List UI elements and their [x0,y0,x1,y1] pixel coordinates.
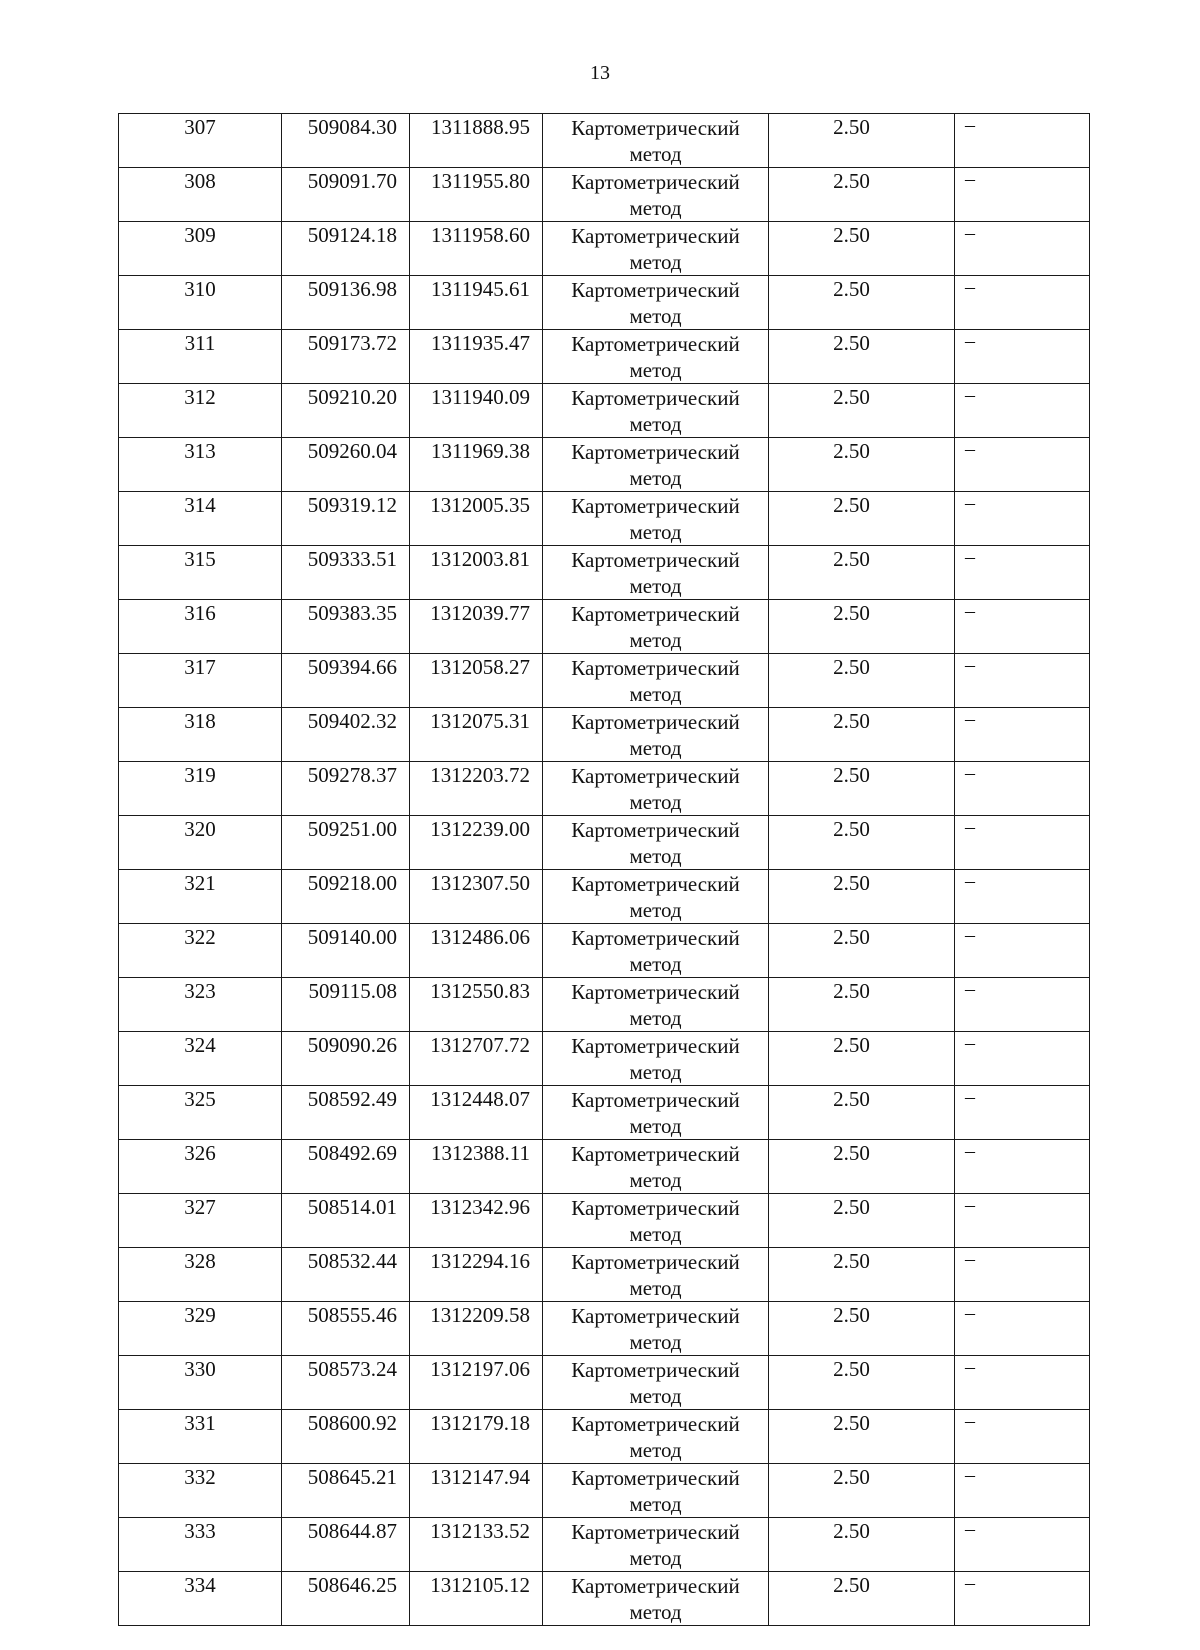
method-label-line2: метод [629,682,682,706]
method-label-line2: метод [629,250,682,274]
x-coordinate-cell: 509394.66 [282,654,410,708]
accuracy-cell: 2.50 [769,114,955,168]
point-number-cell: 327 [119,1194,282,1248]
point-number-cell: 307 [119,114,282,168]
method-label-line2: метод [629,574,682,598]
accuracy-cell: 2.50 [769,384,955,438]
y-coordinate-cell: 1312203.72 [410,762,543,816]
coordinates-table [118,113,1090,1626]
method-cell [543,1140,769,1194]
method-label-line2: метод [629,1330,682,1354]
x-coordinate-cell: 508492.69 [282,1140,410,1194]
y-coordinate-cell: 1312307.50 [410,870,543,924]
y-coordinate-cell: 1312039.77 [410,600,543,654]
method-cell [543,654,769,708]
note-cell: – [955,330,1090,384]
method-label-line1: Картометрический [571,710,740,734]
y-coordinate-cell: 1311969.38 [410,438,543,492]
method-cell [543,492,769,546]
accuracy-cell: 2.50 [769,1518,955,1572]
accuracy-cell: 2.50 [769,546,955,600]
method-label-line2: метод [629,736,682,760]
x-coordinate-cell: 509402.32 [282,708,410,762]
method-cell [543,816,769,870]
method-label-line1: Картометрический [571,764,740,788]
note-cell: – [955,1410,1090,1464]
method-label-line2: метод [629,790,682,814]
x-coordinate-cell: 508600.92 [282,1410,410,1464]
point-number-cell: 326 [119,1140,282,1194]
table-row [119,168,1090,222]
accuracy-cell: 2.50 [769,924,955,978]
method-label-line1: Картометрический [571,224,740,248]
note-cell: – [955,870,1090,924]
note-cell: – [955,708,1090,762]
table-row [119,870,1090,924]
method-label-line2: метод [629,844,682,868]
accuracy-cell: 2.50 [769,1356,955,1410]
note-cell: – [955,1302,1090,1356]
point-number-cell: 313 [119,438,282,492]
method-label-line1: Картометрический [571,332,740,356]
accuracy-cell: 2.50 [769,168,955,222]
note-cell: – [955,438,1090,492]
table-row [119,1086,1090,1140]
note-cell: – [955,1140,1090,1194]
accuracy-cell: 2.50 [769,1086,955,1140]
table-row [119,762,1090,816]
point-number-cell: 329 [119,1302,282,1356]
table-row [119,438,1090,492]
method-label-line1: Картометрический [571,1358,740,1382]
x-coordinate-cell: 508644.87 [282,1518,410,1572]
accuracy-cell: 2.50 [769,600,955,654]
method-label-line1: Картометрический [571,1574,740,1598]
method-label-line2: метод [629,1600,682,1624]
accuracy-cell: 2.50 [769,1302,955,1356]
method-label-line2: метод [629,1222,682,1246]
y-coordinate-cell: 1312209.58 [410,1302,543,1356]
x-coordinate-cell: 508646.25 [282,1572,410,1626]
table-row [119,330,1090,384]
point-number-cell: 323 [119,978,282,1032]
y-coordinate-cell: 1311935.47 [410,330,543,384]
method-label-line1: Картометрический [571,1520,740,1544]
y-coordinate-cell: 1312342.96 [410,1194,543,1248]
accuracy-cell: 2.50 [769,276,955,330]
table-row [119,1356,1090,1410]
accuracy-cell: 2.50 [769,816,955,870]
table-row [119,1194,1090,1248]
y-coordinate-cell: 1312294.16 [410,1248,543,1302]
point-number-cell: 311 [119,330,282,384]
note-cell: – [955,1572,1090,1626]
note-cell: – [955,654,1090,708]
method-cell [543,600,769,654]
method-label-line1: Картометрический [571,1466,740,1490]
table-row [119,1032,1090,1086]
note-cell: – [955,222,1090,276]
y-coordinate-cell: 1312133.52 [410,1518,543,1572]
y-coordinate-cell: 1311940.09 [410,384,543,438]
method-cell [543,1194,769,1248]
x-coordinate-cell: 508555.46 [282,1302,410,1356]
method-cell [543,1032,769,1086]
point-number-cell: 315 [119,546,282,600]
y-coordinate-cell: 1312005.35 [410,492,543,546]
x-coordinate-cell: 509210.20 [282,384,410,438]
method-label-line2: метод [629,1438,682,1462]
note-cell: – [955,114,1090,168]
x-coordinate-cell: 508573.24 [282,1356,410,1410]
x-coordinate-cell: 508645.21 [282,1464,410,1518]
point-number-cell: 317 [119,654,282,708]
note-cell: – [955,1464,1090,1518]
table-row [119,1572,1090,1626]
note-cell: – [955,1086,1090,1140]
method-label-line2: метод [629,952,682,976]
x-coordinate-cell: 509173.72 [282,330,410,384]
method-label-line1: Картометрический [571,1142,740,1166]
x-coordinate-cell: 509124.18 [282,222,410,276]
method-label-line2: метод [629,1276,682,1300]
method-cell [543,1572,769,1626]
method-label-line1: Картометрический [571,1304,740,1328]
method-cell [543,1464,769,1518]
y-coordinate-cell: 1312147.94 [410,1464,543,1518]
method-label-line2: метод [629,1546,682,1570]
y-coordinate-cell: 1312003.81 [410,546,543,600]
accuracy-cell: 2.50 [769,330,955,384]
x-coordinate-cell: 509333.51 [282,546,410,600]
method-label-line1: Картометрический [571,1250,740,1274]
note-cell: – [955,1194,1090,1248]
point-number-cell: 318 [119,708,282,762]
method-label-line2: метод [629,1114,682,1138]
method-label-line2: метод [629,142,682,166]
table-row [119,1140,1090,1194]
page-number: 13 [590,62,610,84]
method-label-line1: Картометрический [571,1034,740,1058]
method-label-line1: Картометрический [571,818,740,842]
point-number-cell: 331 [119,1410,282,1464]
method-cell [543,438,769,492]
method-label-line1: Картометрический [571,1412,740,1436]
point-number-cell: 308 [119,168,282,222]
table-row [119,1248,1090,1302]
x-coordinate-cell: 509383.35 [282,600,410,654]
point-number-cell: 325 [119,1086,282,1140]
x-coordinate-cell: 509251.00 [282,816,410,870]
x-coordinate-cell: 508592.49 [282,1086,410,1140]
point-number-cell: 319 [119,762,282,816]
x-coordinate-cell: 509090.26 [282,1032,410,1086]
x-coordinate-cell: 509218.00 [282,870,410,924]
table-row [119,222,1090,276]
y-coordinate-cell: 1311958.60 [410,222,543,276]
accuracy-cell: 2.50 [769,870,955,924]
method-cell [543,1518,769,1572]
x-coordinate-cell: 508532.44 [282,1248,410,1302]
accuracy-cell: 2.50 [769,1140,955,1194]
note-cell: – [955,762,1090,816]
table-row [119,978,1090,1032]
note-cell: – [955,168,1090,222]
point-number-cell: 322 [119,924,282,978]
method-label-line2: метод [629,196,682,220]
method-cell [543,978,769,1032]
method-label-line2: метод [629,1384,682,1408]
point-number-cell: 333 [119,1518,282,1572]
method-cell [543,1086,769,1140]
table-row [119,384,1090,438]
y-coordinate-cell: 1311955.80 [410,168,543,222]
method-cell [543,168,769,222]
method-label-line1: Картометрический [571,1196,740,1220]
point-number-cell: 312 [119,384,282,438]
table-row [119,1518,1090,1572]
accuracy-cell: 2.50 [769,708,955,762]
method-label-line2: метод [629,628,682,652]
note-cell: – [955,1518,1090,1572]
y-coordinate-cell: 1311945.61 [410,276,543,330]
point-number-cell: 310 [119,276,282,330]
method-cell [543,384,769,438]
method-label-line2: метод [629,1168,682,1192]
accuracy-cell: 2.50 [769,1194,955,1248]
table-row [119,546,1090,600]
accuracy-cell: 2.50 [769,492,955,546]
method-cell [543,222,769,276]
accuracy-cell: 2.50 [769,1248,955,1302]
table-row [119,276,1090,330]
y-coordinate-cell: 1312550.83 [410,978,543,1032]
method-label-line1: Картометрический [571,656,740,680]
y-coordinate-cell: 1312105.12 [410,1572,543,1626]
accuracy-cell: 2.50 [769,1032,955,1086]
method-label-line1: Картометрический [571,170,740,194]
x-coordinate-cell: 509319.12 [282,492,410,546]
table-row [119,654,1090,708]
method-cell [543,1248,769,1302]
accuracy-cell: 2.50 [769,1464,955,1518]
y-coordinate-cell: 1312239.00 [410,816,543,870]
point-number-cell: 324 [119,1032,282,1086]
point-number-cell: 321 [119,870,282,924]
point-number-cell: 320 [119,816,282,870]
x-coordinate-cell: 509091.70 [282,168,410,222]
method-cell [543,330,769,384]
note-cell: – [955,546,1090,600]
table-row [119,708,1090,762]
y-coordinate-cell: 1312179.18 [410,1410,543,1464]
note-cell: – [955,492,1090,546]
x-coordinate-cell: 509115.08 [282,978,410,1032]
method-label-line2: метод [629,304,682,328]
method-cell [543,762,769,816]
method-cell [543,1410,769,1464]
method-label-line1: Картометрический [571,872,740,896]
method-cell [543,870,769,924]
table-body [119,114,1090,1626]
x-coordinate-cell: 509260.04 [282,438,410,492]
method-label-line2: метод [629,1060,682,1084]
method-cell [543,1302,769,1356]
table-row [119,924,1090,978]
method-label-line2: метод [629,1492,682,1516]
accuracy-cell: 2.50 [769,438,955,492]
accuracy-cell: 2.50 [769,1572,955,1626]
note-cell: – [955,384,1090,438]
method-label-line1: Картометрический [571,980,740,1004]
note-cell: – [955,1356,1090,1410]
accuracy-cell: 2.50 [769,762,955,816]
y-coordinate-cell: 1312448.07 [410,1086,543,1140]
point-number-cell: 334 [119,1572,282,1626]
table-row [119,600,1090,654]
table-row [119,492,1090,546]
method-label-line2: метод [629,358,682,382]
y-coordinate-cell: 1311888.95 [410,114,543,168]
y-coordinate-cell: 1312197.06 [410,1356,543,1410]
table-row [119,1302,1090,1356]
method-label-line1: Картометрический [571,1088,740,1112]
note-cell: – [955,1032,1090,1086]
point-number-cell: 309 [119,222,282,276]
method-cell [543,546,769,600]
point-number-cell: 316 [119,600,282,654]
x-coordinate-cell: 509140.00 [282,924,410,978]
y-coordinate-cell: 1312707.72 [410,1032,543,1086]
method-label-line1: Картометрический [571,926,740,950]
method-label-line1: Картометрический [571,602,740,626]
accuracy-cell: 2.50 [769,222,955,276]
note-cell: – [955,276,1090,330]
point-number-cell: 328 [119,1248,282,1302]
accuracy-cell: 2.50 [769,978,955,1032]
method-label-line1: Картометрический [571,440,740,464]
note-cell: – [955,1248,1090,1302]
note-cell: – [955,924,1090,978]
table-row [119,816,1090,870]
method-label-line1: Картометрический [571,548,740,572]
method-label-line1: Картометрический [571,386,740,410]
accuracy-cell: 2.50 [769,654,955,708]
note-cell: – [955,816,1090,870]
point-number-cell: 332 [119,1464,282,1518]
y-coordinate-cell: 1312388.11 [410,1140,543,1194]
table-row [119,1410,1090,1464]
method-label-line1: Картометрический [571,278,740,302]
table-row [119,114,1090,168]
y-coordinate-cell: 1312075.31 [410,708,543,762]
note-cell: – [955,600,1090,654]
note-cell: – [955,978,1090,1032]
method-label-line2: метод [629,898,682,922]
method-label-line2: метод [629,466,682,490]
y-coordinate-cell: 1312486.06 [410,924,543,978]
method-label-line2: метод [629,1006,682,1030]
point-number-cell: 330 [119,1356,282,1410]
point-number-cell: 314 [119,492,282,546]
method-cell [543,708,769,762]
method-label-line2: метод [629,520,682,544]
x-coordinate-cell: 509084.30 [282,114,410,168]
accuracy-cell: 2.50 [769,1410,955,1464]
method-label-line2: метод [629,412,682,436]
method-cell [543,1356,769,1410]
method-label-line1: Картометрический [571,116,740,140]
method-cell [543,276,769,330]
x-coordinate-cell: 508514.01 [282,1194,410,1248]
x-coordinate-cell: 509278.37 [282,762,410,816]
method-label-line1: Картометрический [571,494,740,518]
method-cell [543,924,769,978]
y-coordinate-cell: 1312058.27 [410,654,543,708]
method-cell [543,114,769,168]
x-coordinate-cell: 509136.98 [282,276,410,330]
table-row [119,1464,1090,1518]
